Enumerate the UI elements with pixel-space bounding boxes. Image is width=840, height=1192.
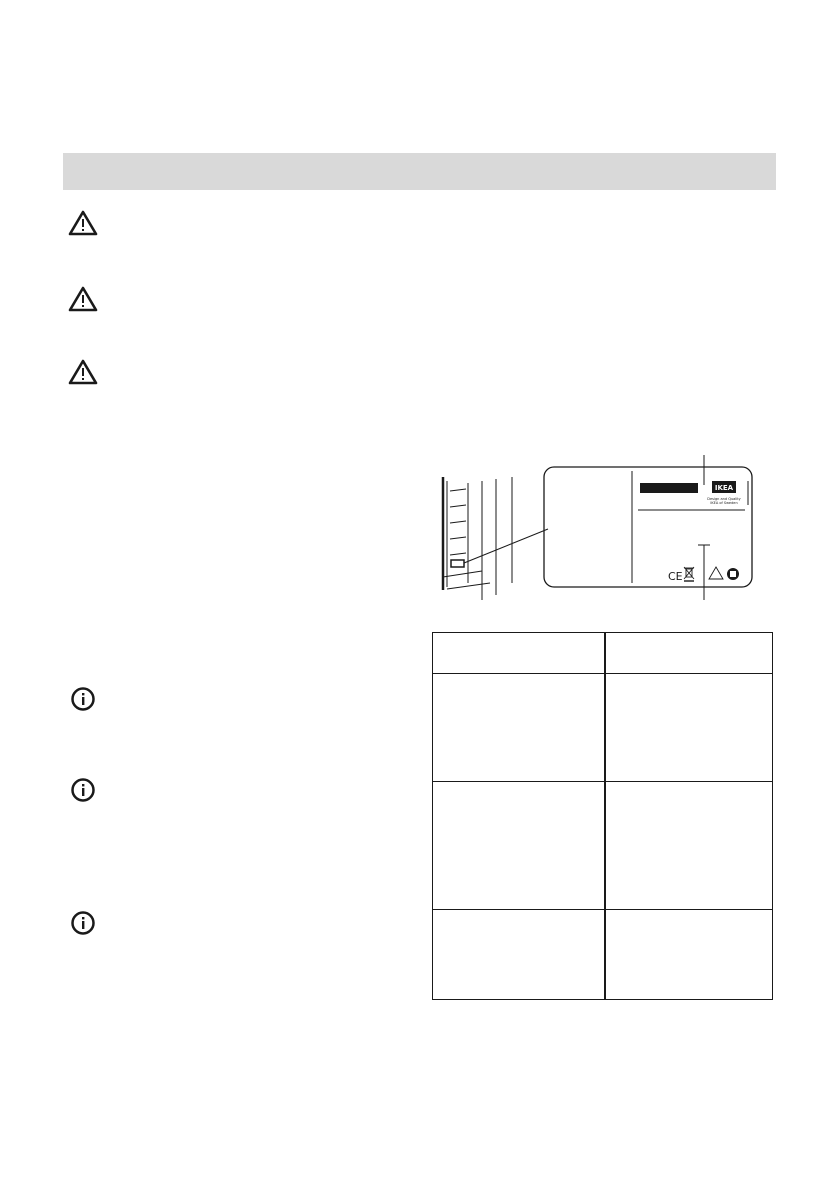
info-circle-icon bbox=[70, 777, 96, 803]
table-cell bbox=[433, 674, 605, 782]
rating-plate-diagram bbox=[420, 455, 760, 600]
ikea-tagline-1: Design and Quality bbox=[707, 497, 741, 501]
warning-triangle-icon bbox=[68, 286, 98, 312]
ikea-logo-text: IKEA bbox=[714, 484, 734, 492]
table-cell bbox=[605, 782, 773, 910]
weee-bin-icon bbox=[684, 567, 694, 581]
table-row bbox=[433, 910, 773, 1000]
table-row bbox=[433, 782, 773, 910]
gas-flame-icon bbox=[727, 568, 739, 580]
table-cell bbox=[433, 910, 605, 1000]
table-cell bbox=[433, 782, 605, 910]
section-header-bar bbox=[63, 153, 776, 190]
specification-table bbox=[432, 632, 773, 1000]
warning-triangle-icon bbox=[68, 210, 98, 236]
ikea-tagline-2: IKEA of Sweden bbox=[710, 501, 738, 505]
table-header-cell bbox=[433, 633, 605, 674]
table-header-row bbox=[433, 633, 773, 674]
rating-label bbox=[544, 455, 752, 600]
info-circle-icon bbox=[70, 910, 96, 936]
warning-triangle-icon bbox=[68, 359, 98, 385]
info-circle-icon bbox=[70, 686, 96, 712]
ce-mark: CE bbox=[668, 570, 683, 583]
table-row bbox=[433, 674, 773, 782]
table-cell bbox=[605, 674, 773, 782]
appliance-side-view bbox=[443, 477, 548, 600]
table-header-cell bbox=[605, 633, 773, 674]
section-header-title bbox=[63, 153, 776, 171]
hazard-warning-icon bbox=[709, 567, 723, 579]
table-cell bbox=[605, 910, 773, 1000]
